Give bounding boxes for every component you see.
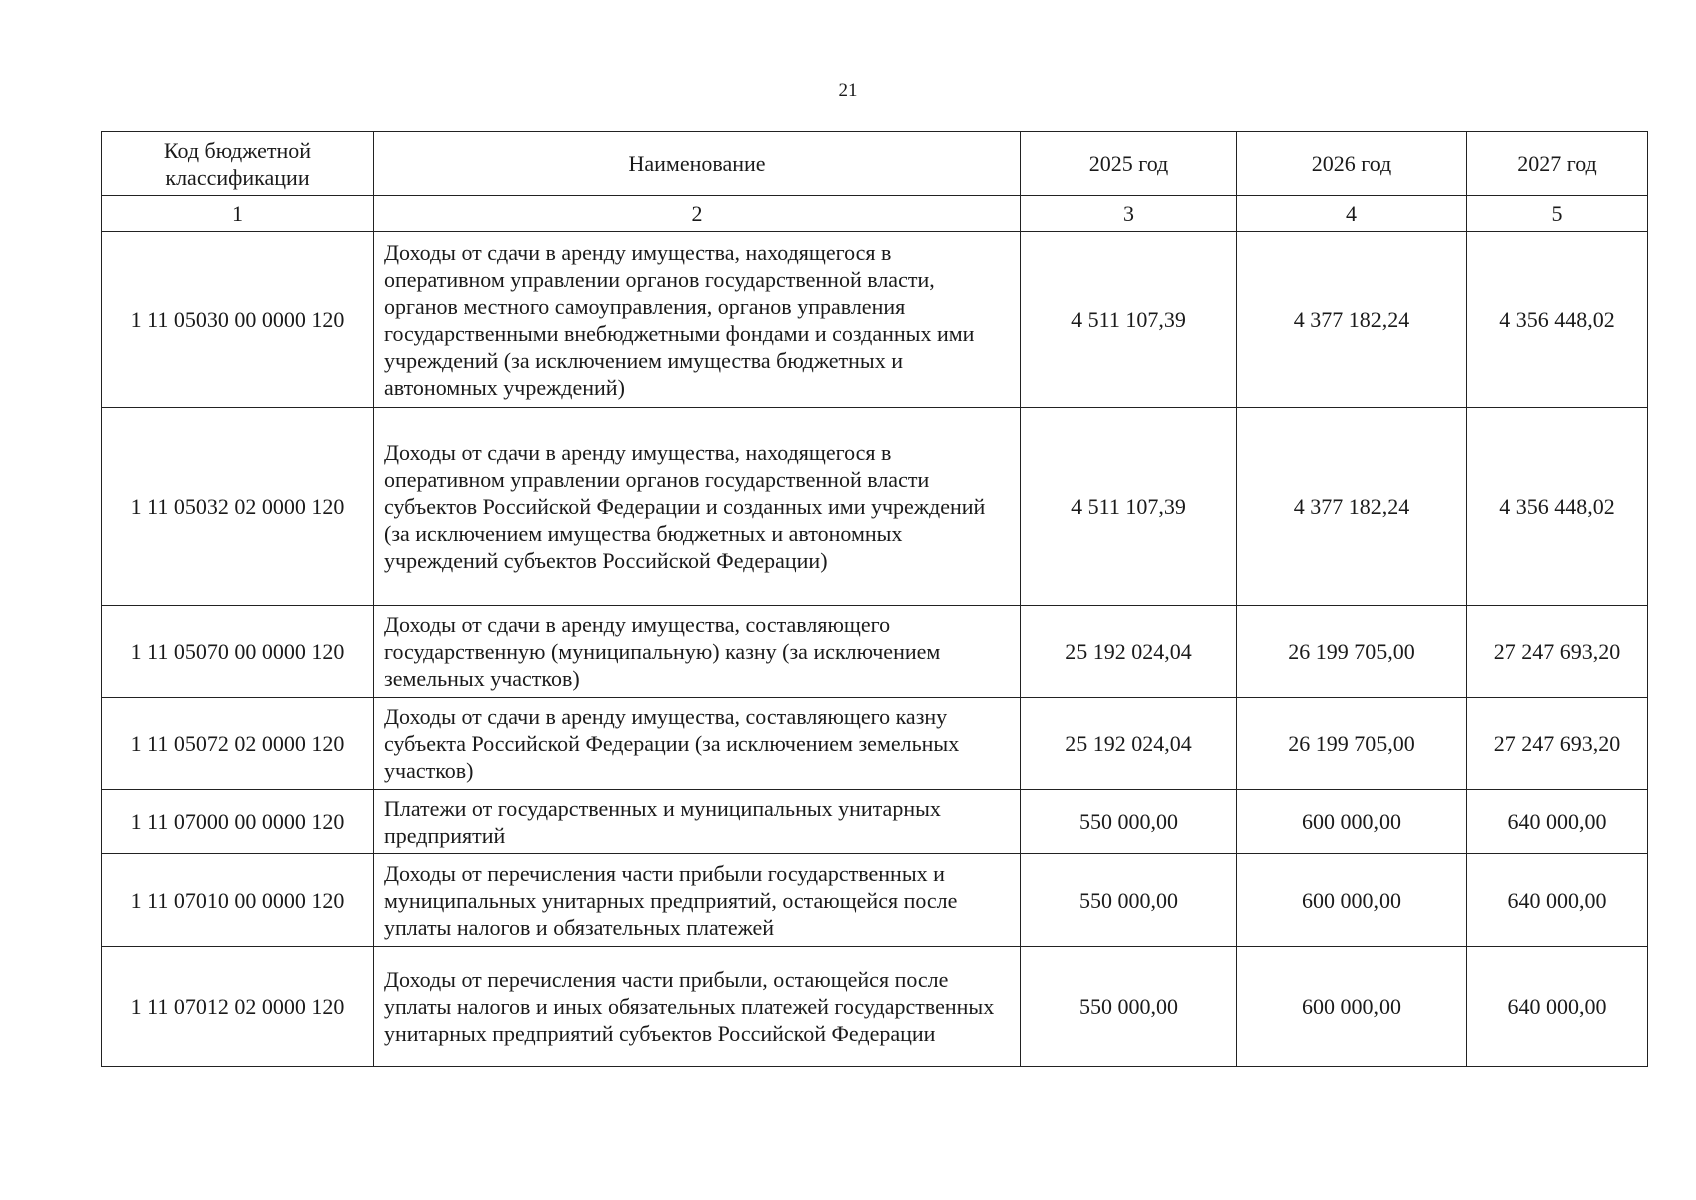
budget-code: 1 11 05070 00 0000 120 <box>102 606 374 698</box>
amount-2026: 600 000,00 <box>1237 790 1467 854</box>
budget-code: 1 11 05072 02 0000 120 <box>102 698 374 790</box>
column-number: 1 <box>102 196 374 232</box>
amount-2027: 27 247 693,20 <box>1467 698 1648 790</box>
amount-2026: 600 000,00 <box>1237 854 1467 947</box>
amount-2026: 4 377 182,24 <box>1237 408 1467 606</box>
budget-code: 1 11 05030 00 0000 120 <box>102 232 374 408</box>
table-row <box>102 606 1648 698</box>
header-2026: 2026 год <box>1237 132 1467 196</box>
amount-2026: 600 000,00 <box>1237 947 1467 1067</box>
item-name: Доходы от сдачи в аренду имущества, составляющего государственную (муниципальную) казну (за исключением земельных участков) <box>374 606 1021 698</box>
amount-2025: 550 000,00 <box>1021 947 1237 1067</box>
table-row <box>102 408 1648 606</box>
header-name: Наименование <box>374 132 1021 196</box>
page-number: 21 <box>838 80 858 101</box>
item-name: Доходы от сдачи в аренду имущества, находящегося в оперативном управлении органов государственной власти, органов местного самоуправления, органов управления государственными внебюджетными фондами и созданных ими учреждений (за исключением имущества бюджетных и автономных учреждений) <box>374 232 1021 408</box>
amount-2026: 26 199 705,00 <box>1237 606 1467 698</box>
amount-2026: 26 199 705,00 <box>1237 698 1467 790</box>
amount-2025: 4 511 107,39 <box>1021 232 1237 408</box>
budget-code: 1 11 07000 00 0000 120 <box>102 790 374 854</box>
amount-2027: 4 356 448,02 <box>1467 232 1648 408</box>
amount-2025: 4 511 107,39 <box>1021 408 1237 606</box>
amount-2027: 4 356 448,02 <box>1467 408 1648 606</box>
amount-2027: 640 000,00 <box>1467 947 1648 1067</box>
item-name: Доходы от перечисления части прибыли, остающейся после уплаты налогов и иных обязательных платежей государственных унитарных предприятий субъектов Российской Федерации <box>374 947 1021 1067</box>
item-name: Доходы от перечисления части прибыли государственных и муниципальных унитарных предприятий, остающейся после уплаты налогов и обязательных платежей <box>374 854 1021 947</box>
amount-2026: 4 377 182,24 <box>1237 232 1467 408</box>
budget-code: 1 11 07012 02 0000 120 <box>102 947 374 1067</box>
amount-2027: 640 000,00 <box>1467 854 1648 947</box>
table-row <box>102 947 1648 1067</box>
item-name: Доходы от сдачи в аренду имущества, составляющего казну субъекта Российской Федерации (за исключением земельных участков) <box>374 698 1021 790</box>
column-number: 3 <box>1021 196 1237 232</box>
amount-2025: 25 192 024,04 <box>1021 698 1237 790</box>
column-number-row <box>102 196 1648 232</box>
table-row <box>102 232 1648 408</box>
column-number: 2 <box>374 196 1021 232</box>
amount-2025: 550 000,00 <box>1021 790 1237 854</box>
table-row <box>102 854 1648 947</box>
item-name: Платежи от государственных и муниципальных унитарных предприятий <box>374 790 1021 854</box>
header-2027: 2027 год <box>1467 132 1648 196</box>
table-row <box>102 698 1648 790</box>
amount-2025: 25 192 024,04 <box>1021 606 1237 698</box>
budget-revenue-table <box>101 131 1648 1067</box>
column-number: 4 <box>1237 196 1467 232</box>
column-number: 5 <box>1467 196 1648 232</box>
amount-2027: 27 247 693,20 <box>1467 606 1648 698</box>
header-row <box>102 132 1648 196</box>
item-name: Доходы от сдачи в аренду имущества, находящегося в оперативном управлении органов государственной власти субъектов Российской Федерации и созданных ими учреждений (за исключением имущества бюджетных и автономных учреждений субъектов Российской Федерации) <box>374 408 1021 606</box>
amount-2027: 640 000,00 <box>1467 790 1648 854</box>
header-2025: 2025 год <box>1021 132 1237 196</box>
budget-code: 1 11 07010 00 0000 120 <box>102 854 374 947</box>
table-row <box>102 790 1648 854</box>
header-code: Код бюджетной классификации <box>102 132 374 196</box>
budget-code: 1 11 05032 02 0000 120 <box>102 408 374 606</box>
amount-2025: 550 000,00 <box>1021 854 1237 947</box>
